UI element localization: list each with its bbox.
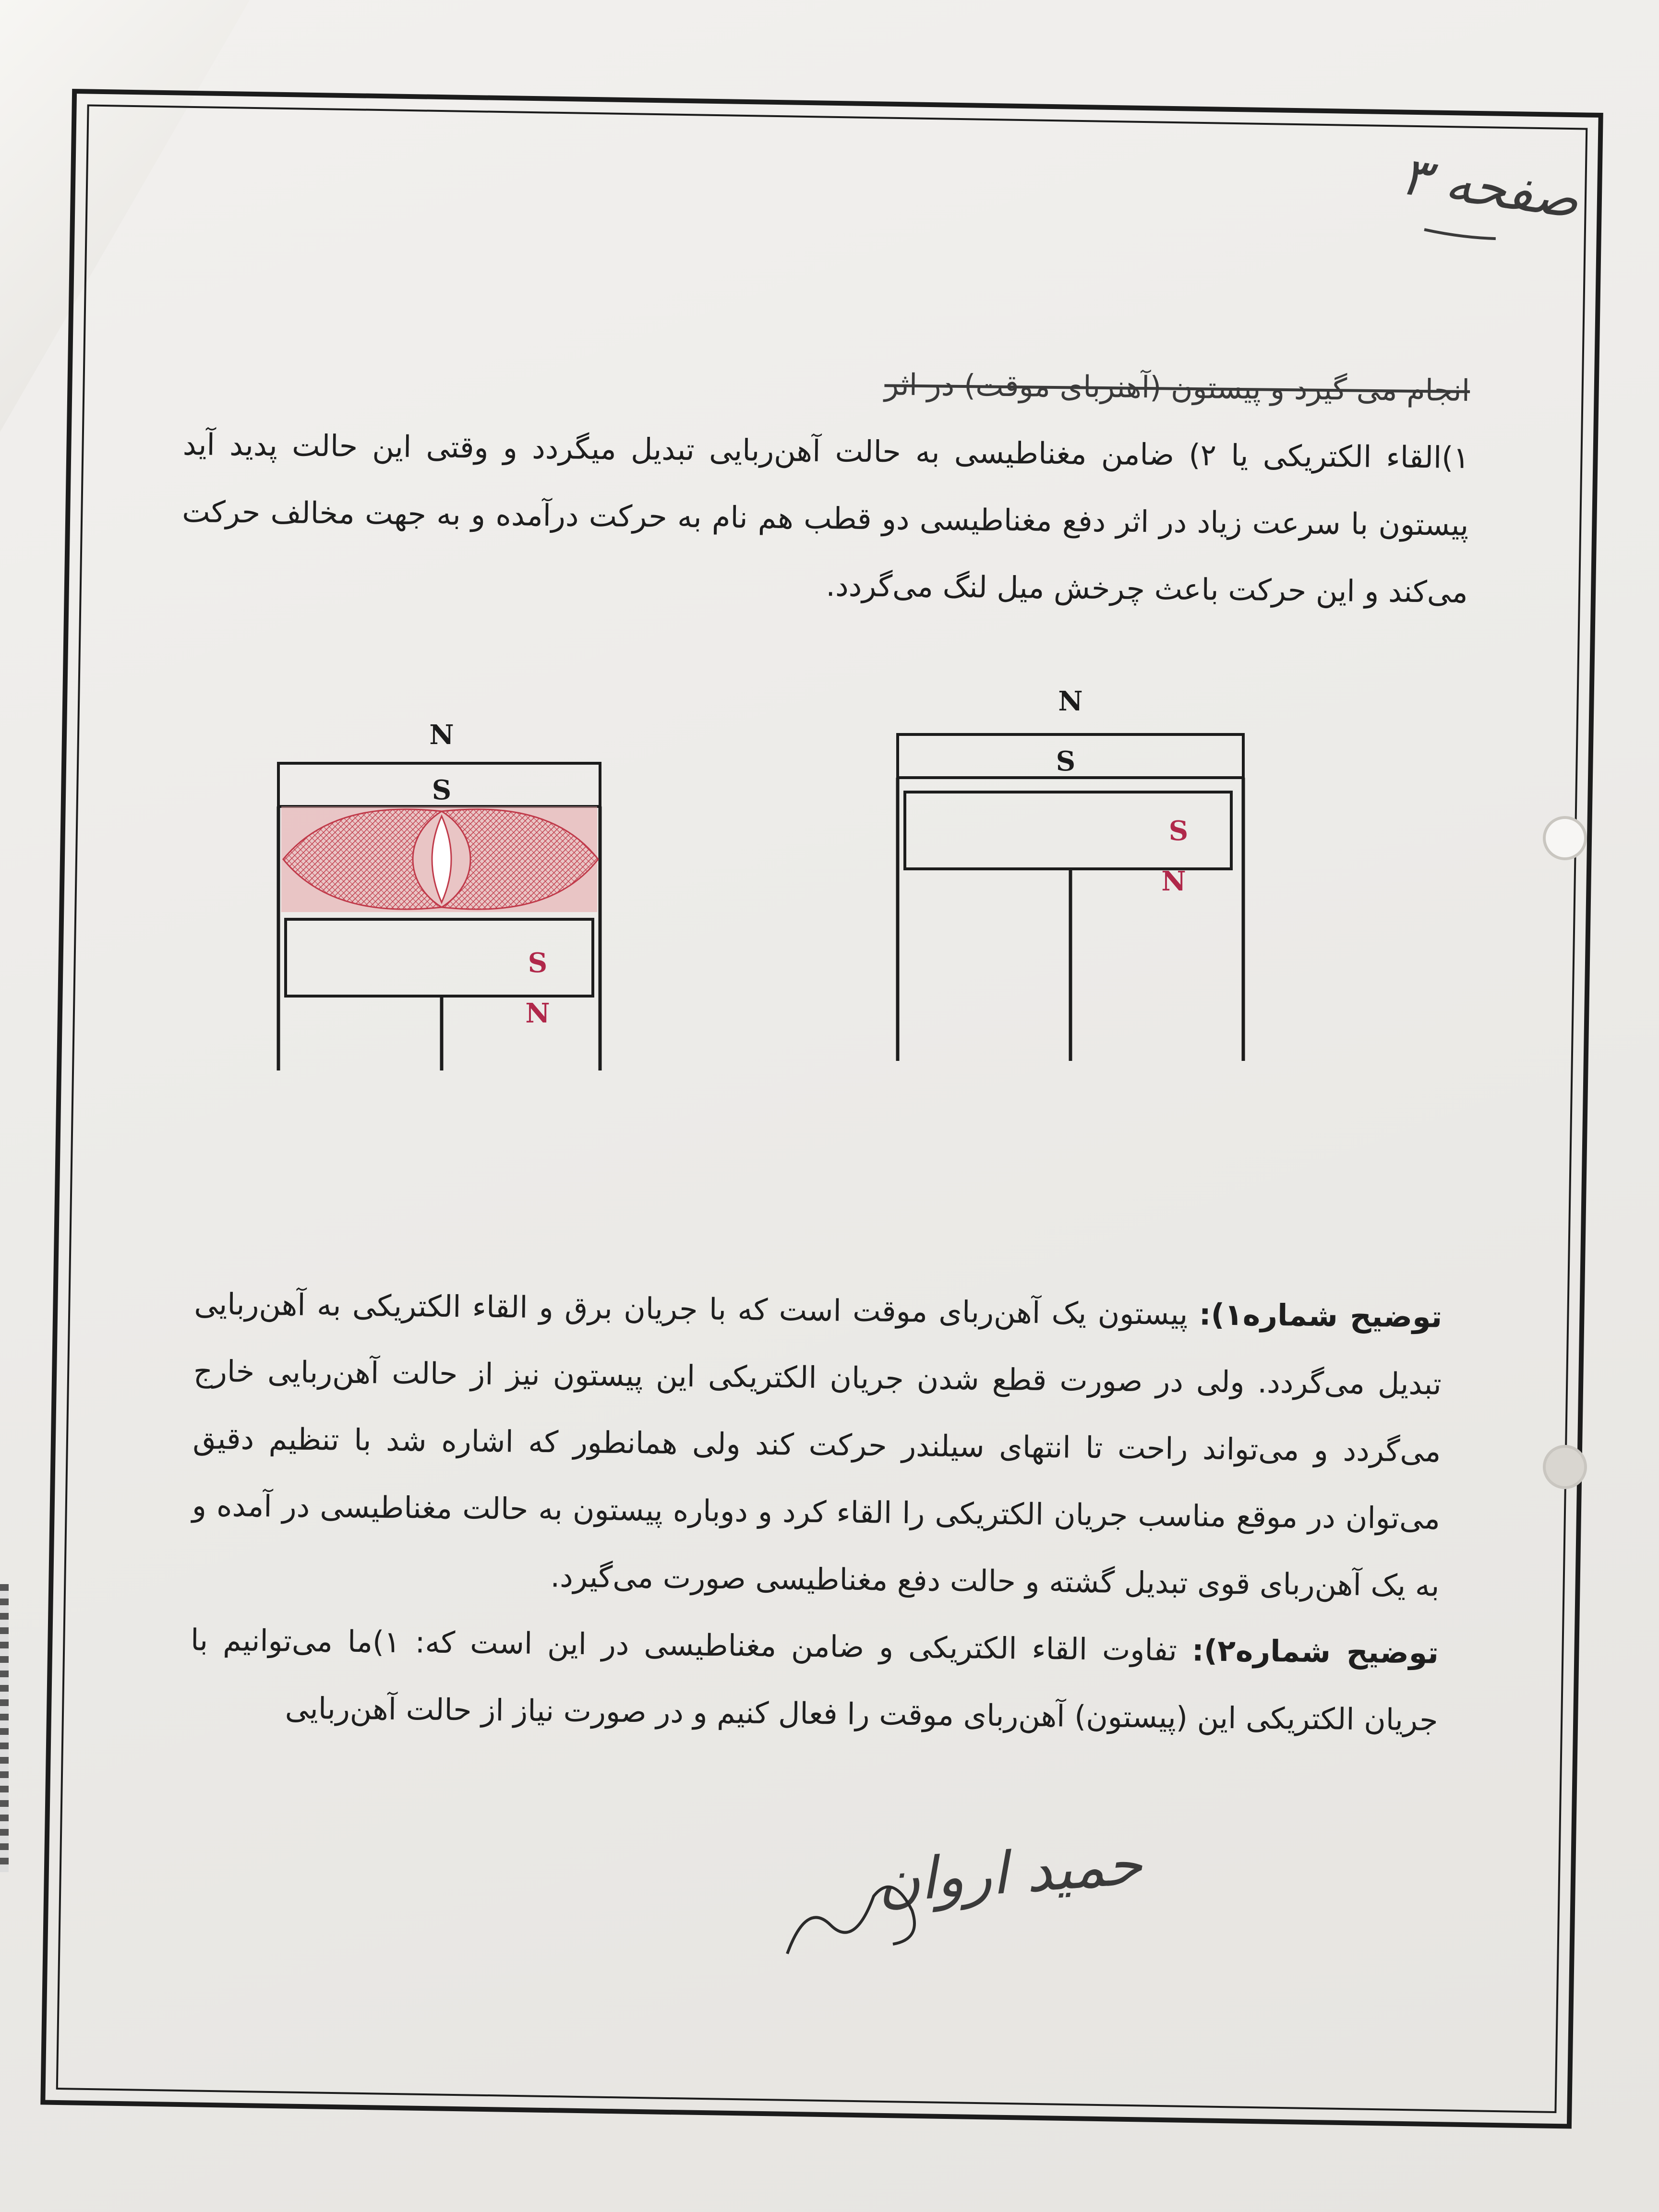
right-piston-north: N — [1161, 866, 1186, 897]
diagram-right-svg — [883, 662, 1258, 1085]
explanation-1-body: پیستون یک آهن‌ربای موقت است که با جریان برق و القاء الکتریکی به آهن‌ربایی تبدیل می‌گردد. ولی در صورت قطع شدن جریان الکتریکی این پیستون نیز از حالت آهن‌ربایی خارج می‌گردد و می‌تواند راحت تا انتهای سیلندر حرکت کند ولی همانطور که اشاره شد با تنظیم دقیق می‌توان در موقع مناسب جریان الکتریکی را القاء کرد و دوباره پیستون به حالت مغناطیسی در آمده و به یک آهن‌ربای قوی تبدیل گشته و حالت دفع مغناطیسی صورت می‌گیرد. — [192, 1286, 1442, 1603]
binder-hole-2 — [1543, 1445, 1587, 1489]
explanations — [190, 1270, 1443, 1754]
right-piston-south: S — [1168, 815, 1189, 847]
diagram-left — [269, 662, 624, 1085]
signature-scribble — [778, 1843, 1142, 1968]
left-field-lines — [281, 806, 598, 912]
left-top-north: N — [429, 719, 454, 751]
binder-hole-1 — [1543, 816, 1587, 860]
left-piston-north: N — [525, 998, 550, 1029]
right-top-north: N — [1058, 685, 1083, 717]
left-piston-south: S — [528, 947, 548, 979]
explanation-2-heading: توضیح شماره۲): — [1191, 1633, 1439, 1671]
explanation-2 — [190, 1606, 1439, 1754]
diagram-left-svg — [269, 662, 624, 1085]
struck-line: انجام می گیرد و پیستون (آهنربای موقت) در اثر — [884, 367, 1470, 409]
signature-text: حمید اروان — [875, 1830, 1144, 1916]
binding-strip — [0, 1584, 9, 1872]
page-number-text: صفحه ۳ — [1397, 144, 1583, 230]
top-paragraph: ۱)القاء الکتریکی یا ۲) ضامن مغناطیسی به حالت آهن‌ربایی تبدیل میگردد و وقتی این حالت پدید آید پیستون با سرعت زیاد در اثر دفع مغناطیسی دو قطب هم نام به حرکت درآمده و به جهت مخالف حرکت می‌کند و این حرکت باعث چرخش میل لنگ می‌گردد. — [181, 426, 1470, 610]
top-section — [181, 344, 1470, 626]
left-top-south: S — [432, 774, 452, 806]
explanation-1-heading: توضیح شماره۱): — [1199, 1297, 1443, 1334]
signature — [778, 1830, 1144, 1968]
right-top-south: S — [1056, 745, 1076, 777]
explanation-2-body: تفاوت القاء الکتریکی و ضامن مغناطیسی در این است که: ۱)ما می‌توانیم با جریان الکتریکی این (پیستون) آهن‌ربای موقت را فعال کنیم و در صورت نیاز از حالت آهن‌ربایی — [190, 1622, 1438, 1738]
explanation-1 — [191, 1270, 1443, 1619]
diagram-right — [883, 662, 1258, 1085]
